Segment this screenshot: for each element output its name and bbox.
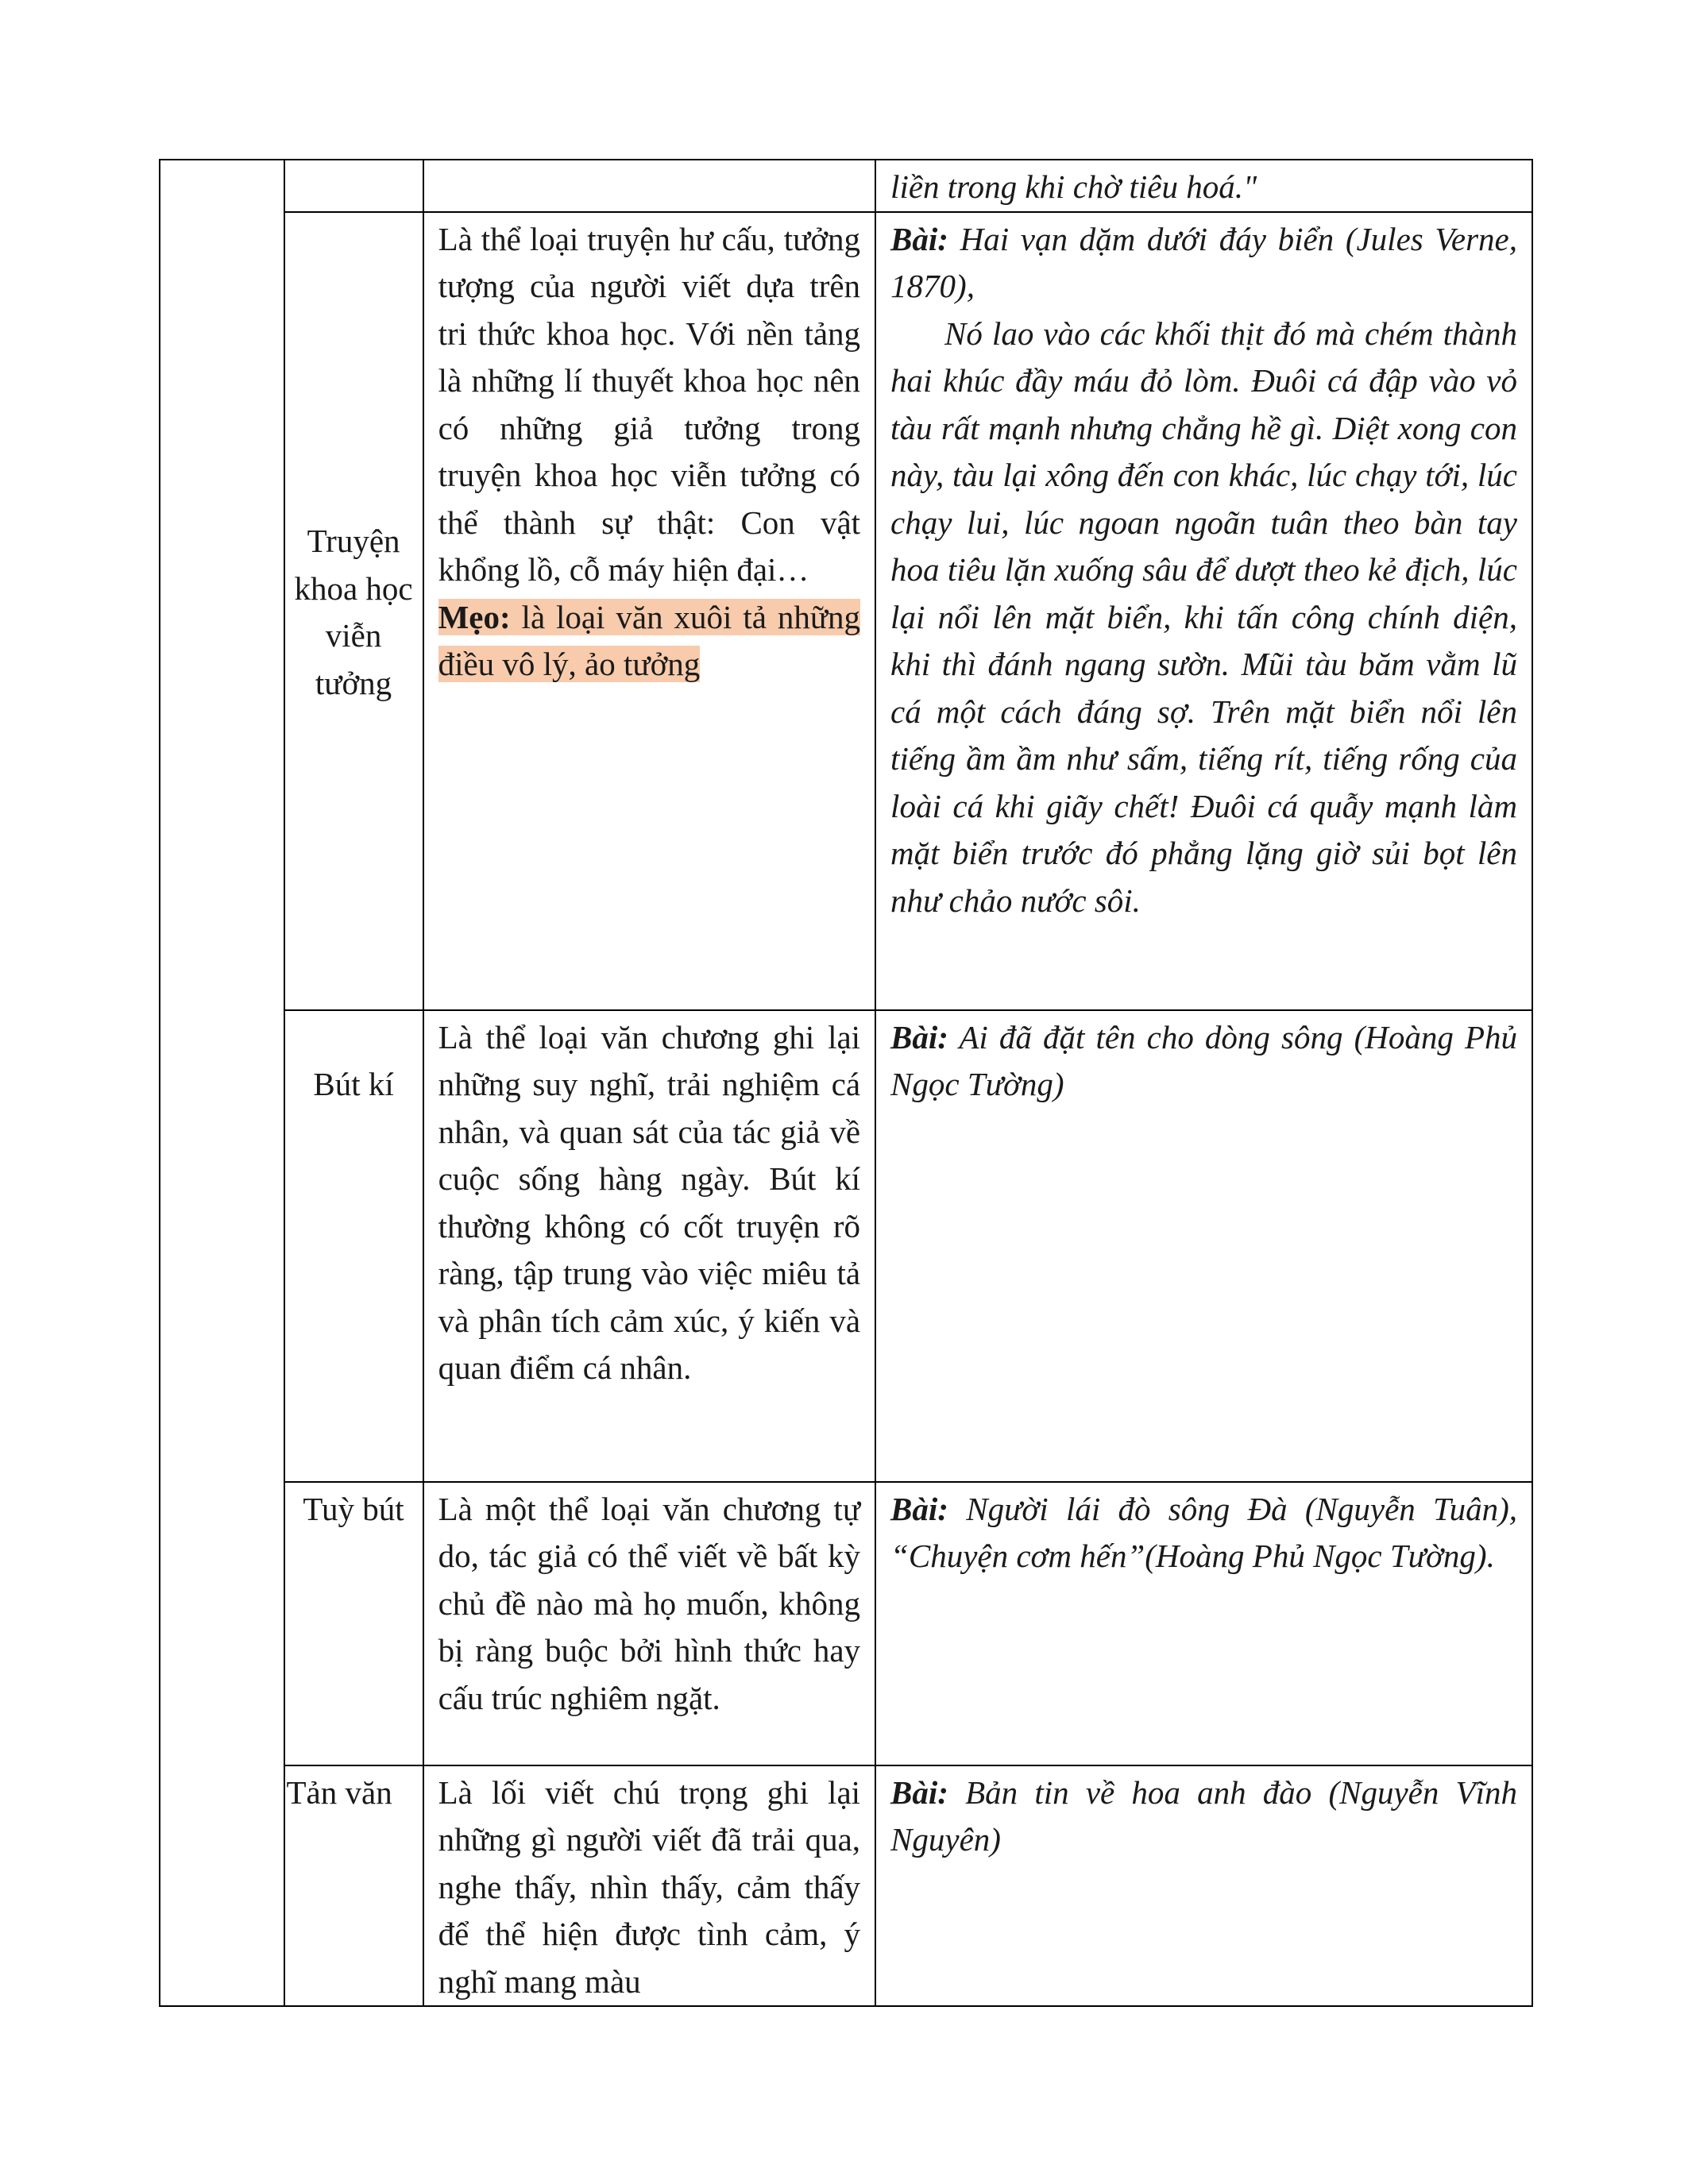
example-label: Bài: [890, 220, 948, 257]
example-cell [875, 1765, 1532, 2007]
genre-cell [284, 160, 423, 212]
genre-cell: Tuỳ bút [284, 1482, 423, 1765]
genre-label: Bút kí [313, 1065, 394, 1102]
table-row [160, 212, 1532, 1010]
example-text: Bản tin về hoa anh đào (Nguyễn Vĩnh Nguyên) [890, 1773, 1517, 1858]
document-page [159, 159, 1533, 2025]
example-text: liền trong khi chờ tiêu hoá." [890, 168, 1257, 205]
definition-cell: Là một thể loại văn chương tự do, tác giả có thể viết về bất kỳ chủ đề nào mà họ muốn, không bị ràng buộc bởi hình thức hay cấu trúc nghiêm ngặt. [423, 1482, 875, 1765]
table-row [160, 1482, 1532, 1765]
tip-highlight [438, 599, 860, 683]
table-row [160, 1010, 1532, 1482]
genre-cell: Truyện khoa học viễn tưởng [284, 212, 423, 1010]
example-label: Bài: [890, 1490, 948, 1527]
tip-text: là loại văn xuôi tả những điều vô lý, ảo tưởng [438, 598, 861, 682]
genre-cell: Tản văn [284, 1765, 423, 2007]
example-text: Ai đã đặt tên cho dòng sông (Hoàng Phủ Ngọc Tường) [890, 1018, 1517, 1102]
example-label: Bài: [890, 1018, 948, 1055]
example-excerpt: Nó lao vào các khối thịt đó mà chém thành hai khúc đầy máu đỏ lòm. Đuôi cá đập vào vỏ tàu rất mạnh nhưng chẳng hề gì. Diệt xong con này, tàu lại xông đến con khác, lúc chạy tới, lúc chạy lui, lúc ngoan ngoãn tuân theo bàn tay hoa tiêu lặn xuống sâu để dượt theo kẻ địch, lúc lại nổi lên mặt biển, khi tấn công chính diện, khi thì đánh ngang sườn. Mũi tàu băm vằm lũ cá một cách đáng sợ. Trên mặt biển nổi lên tiếng ầm ầm như sấm, tiếng rít, tiếng rống của loài cá khi giãy chết! Đuôi cá quẫy mạnh làm mặt biển trước đó phẳng lặng giờ sủi bọt lên như chảo nước sôi. [890, 314, 1517, 919]
example-cell [875, 1010, 1532, 1482]
genre-cell [284, 1010, 423, 1482]
definition-cell: Là lối viết chú trọng ghi lại những gì người viết đã trải qua, nghe thấy, nhìn thấy, cảm thấy để thể hiện được tình cảm, ý nghĩ mang màu [423, 1765, 875, 2007]
definition-cell [423, 160, 875, 212]
tip-label: Mẹo: [438, 598, 511, 635]
example-text: Người lái đò sông Đà (Nguyễn Tuân), “Chuyện cơm hến”(Hoàng Phủ Ngọc Tường). [890, 1490, 1517, 1574]
table-row [160, 160, 1532, 212]
definition-text: Là thể loại truyện hư cấu, tưởng tượng của người viết dựa trên tri thức khoa học. Với nền tảng là những lí thuyết khoa học nên có những giả tưởng trong truyện khoa học viễn tưởng có thể thành sự thật: Con vật khổng lồ, cỗ máy hiện đại… [438, 220, 861, 588]
left-empty-column [160, 160, 284, 2006]
example-cell [875, 160, 1532, 212]
genre-table [159, 159, 1533, 2007]
example-label: Bài: [890, 1773, 948, 1811]
example-cell [875, 1482, 1532, 1765]
definition-cell: Là thể loại văn chương ghi lại những suy nghĩ, trải nghiệm cá nhân, và quan sát của tác giả về cuộc sống hàng ngày. Bút kí thường không có cốt truyện rõ ràng, tập trung vào việc miêu tả và phân tích cảm xúc, ý kiến và quan điểm cá nhân. [423, 1010, 875, 1482]
example-cell [875, 212, 1532, 1010]
definition-cell [423, 212, 875, 1010]
table-row [160, 1765, 1532, 2007]
example-title: Hai vạn dặm dưới đáy biển (Jules Verne, 1870), [890, 220, 1517, 304]
